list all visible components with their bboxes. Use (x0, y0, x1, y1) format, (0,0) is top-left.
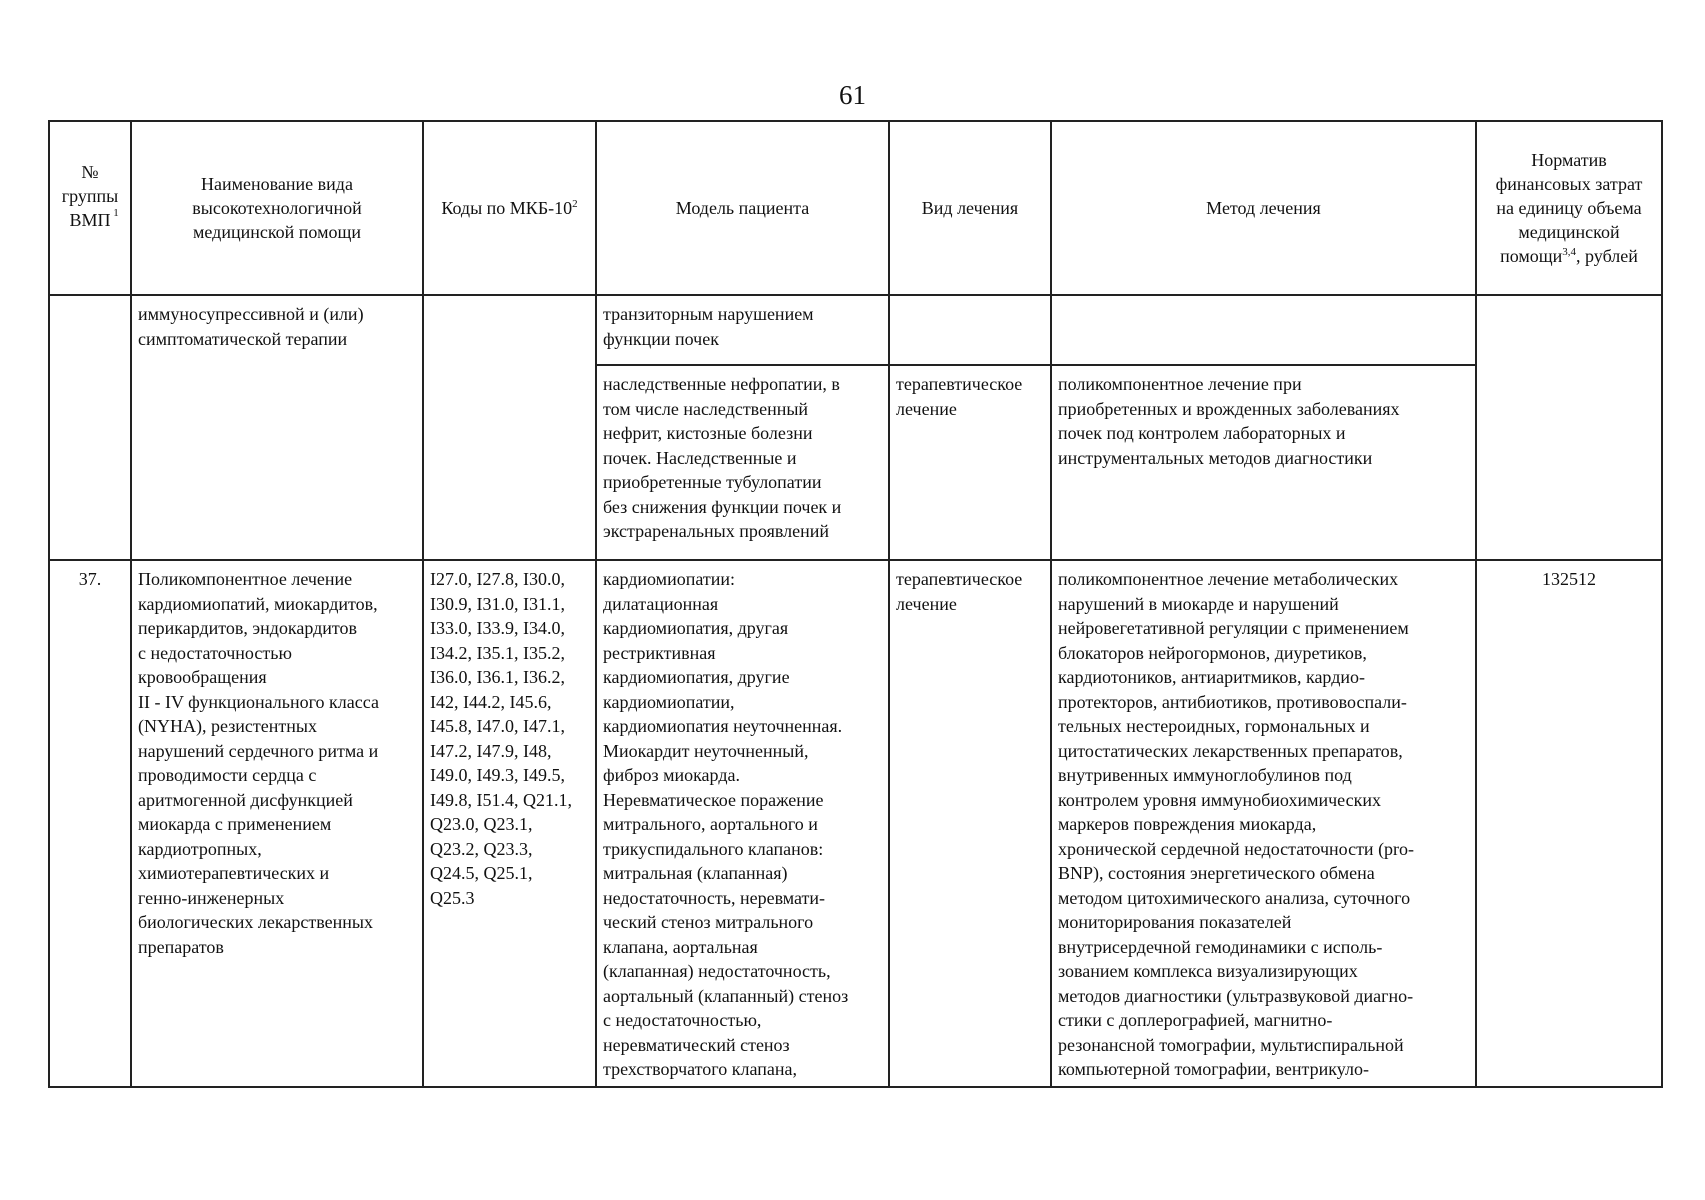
text-line: II - IV функционального класса (138, 691, 379, 712)
text-line: дилатационная (603, 593, 719, 614)
header-treatment-type: Вид лечения (889, 121, 1051, 295)
text-line: кардиомиопатия, другая (603, 618, 789, 638)
row3-name (131, 560, 423, 1087)
row2-method (1051, 365, 1476, 560)
header-codes-footnote: 2 (572, 198, 578, 210)
header-norm (1476, 121, 1662, 295)
row3-norm: 132512 (1476, 560, 1662, 1087)
text-line: группы (61, 186, 119, 206)
text-line: лечение (896, 593, 957, 614)
row2-type (889, 365, 1051, 560)
text-line: I49.8, I51.4, Q21.1, (430, 789, 572, 810)
text-line: кардиомиопатия, другие (603, 667, 790, 687)
text-line: медицинской помощи (193, 222, 361, 242)
row3-codes (423, 560, 596, 1087)
header-group-no-lines (54, 160, 126, 232)
text-line: нарушений сердечного ритма и (138, 740, 379, 761)
text-line: маркеров повреждения миокарда, (1058, 814, 1317, 834)
row2-model (596, 365, 889, 560)
text-line: перикардитов, эндокардитов (138, 618, 358, 638)
header-group-no (49, 121, 131, 295)
text-line: мониторирования показателей (1058, 912, 1292, 932)
text-line: трикуспидального клапанов: (603, 838, 824, 859)
text-line: (клапанная) недостаточность, (603, 961, 831, 981)
text-line: ческий стеноз митрального (603, 912, 814, 932)
header-norm-footnote: 3,4 (1562, 246, 1577, 258)
row1-group-no (49, 295, 131, 560)
text-line: недостаточность, неревмати- (603, 887, 826, 908)
row2-model-lines (603, 372, 882, 544)
header-patient-model: Модель пациента (596, 121, 889, 295)
page-number: 61 (839, 80, 866, 110)
row3-model (596, 560, 889, 1087)
text-line: миокарда с применением (138, 814, 332, 834)
text-line: Неревматическое поражение (603, 789, 824, 810)
row1-model (596, 295, 889, 365)
text-line: том числе наследственный (603, 398, 809, 419)
row3-type-lines (896, 567, 1044, 616)
text-line: клапана, аортальная (603, 936, 758, 957)
row1-type (889, 295, 1051, 365)
text-line: Поликомпонентное лечение (138, 569, 353, 589)
text-line: BNP), состояния энергетического обмена (1058, 863, 1375, 883)
header-name (131, 121, 423, 295)
row1-norm (1476, 295, 1662, 560)
row3-model-lines (603, 567, 882, 1082)
text-line: почек под контролем лабораторных и (1058, 423, 1346, 443)
text-line: высокотехнологичной (192, 198, 362, 218)
text-line: проводимости сердца с (138, 765, 317, 785)
header-norm-lines (1481, 148, 1657, 244)
text-line: аортальный (клапанный) стеноз (603, 985, 849, 1006)
text-line: аритмогенной дисфункцией (138, 789, 353, 810)
text-line: на единицу объема (1496, 198, 1642, 218)
text-line: I42, I44.2, I45.6, (430, 691, 552, 712)
text-line: митральная (клапанная) (603, 863, 788, 883)
text-line: кардиомиопатии, (603, 691, 735, 712)
text-line: почек. Наследственные и (603, 447, 797, 468)
row2-method-lines (1058, 372, 1469, 470)
row3-codes-lines (430, 567, 589, 910)
text-line: медицинской (1518, 222, 1620, 242)
text-line: наследственные нефропатии, в (603, 374, 840, 394)
text-line: компьютерной томографии, вентрикуло- (1058, 1059, 1369, 1079)
text-line: транзиторным нарушением (603, 304, 814, 324)
text-line: поликомпонентное лечение метаболических (1058, 569, 1399, 589)
text-line: кардиомиопатии: (603, 569, 735, 589)
row3-name-lines (138, 567, 416, 959)
text-line: ВМП (69, 210, 111, 230)
text-line: I36.0, I36.1, I36.2, (430, 667, 565, 687)
text-line: I34.2, I35.1, I35.2, (430, 642, 565, 663)
text-line: контролем уровня иммунобиохимических (1058, 789, 1381, 810)
header-treatment-method: Метод лечения (1051, 121, 1476, 295)
text-line: генно-инженерных (138, 887, 285, 908)
text-line: хронической сердечной недостаточности (pro- (1058, 838, 1415, 859)
text-line: финансовых затрат (1495, 174, 1643, 194)
text-line: инструментальных методов диагностики (1058, 447, 1373, 468)
text-line: рестриктивная (603, 642, 716, 663)
text-line: без снижения функции почек и (603, 496, 842, 517)
text-line: симптоматической терапии (138, 328, 348, 349)
table-row (49, 295, 1662, 365)
text-line: нарушений в миокарде и нарушений (1058, 593, 1339, 614)
text-line: (NYHA), резистентных (138, 716, 318, 736)
row1-name (131, 295, 423, 560)
text-line: экстраренальных проявлений (603, 521, 829, 541)
text-line: нейровегетативной регуляции с применением (1058, 618, 1409, 638)
vmp-table (48, 120, 1663, 1088)
text-line: с недостаточностью (138, 642, 292, 663)
text-line: Наименование вида (201, 174, 353, 194)
header-codes (423, 121, 596, 295)
text-line: с недостаточностью, (603, 1010, 762, 1030)
header-norm-last-line (1500, 246, 1638, 266)
text-line: химиотерапевтических и (138, 863, 330, 883)
text-line: тельных нестероидных, гормональных и (1058, 716, 1370, 736)
text-line: кардиомиопатия неуточненная. (603, 716, 843, 736)
text-line: кардиотоников, антиаритмиков, кардио- (1058, 667, 1365, 687)
row3-group-no: 37. (49, 560, 131, 1087)
text-line: цитостатических лекарственных препаратов, (1058, 740, 1403, 761)
text-line: I27.0, I27.8, I30.0, (430, 569, 565, 589)
header-row (49, 121, 1662, 295)
text-line: I49.0, I49.3, I49.5, (430, 765, 565, 785)
text-line: терапевтическое (896, 569, 1023, 589)
text-line: лечение (896, 398, 957, 419)
row2-type-lines (896, 372, 1044, 421)
header-norm-last: помощи (1500, 246, 1563, 266)
text-line: иммуносупрессивной и (или) (138, 304, 364, 324)
text-line: препаратов (138, 936, 224, 957)
row3-type (889, 560, 1051, 1087)
text-line: резонансной томографии, мультиспиральной (1058, 1034, 1404, 1055)
text-line: неревматический стеноз (603, 1034, 790, 1055)
text-line: терапевтическое (896, 374, 1023, 394)
row3-method-lines (1058, 567, 1469, 1082)
header-name-lines (136, 172, 418, 244)
text-line: Миокардит неуточненный, (603, 740, 809, 761)
text-line: I30.9, I31.0, I31.1, (430, 593, 565, 614)
text-line: кровообращения (138, 667, 267, 687)
text-line: протекторов, антибиотиков, противовоспали- (1058, 691, 1407, 712)
text-line: методов диагностики (ультразвуковой диагно- (1058, 985, 1414, 1006)
text-line: методом цитохимического анализа, суточного (1058, 887, 1411, 908)
table-row (49, 560, 1662, 1087)
text-line: I47.2, I47.9, I48, (430, 740, 552, 761)
text-line: биологических лекарственных (138, 912, 373, 932)
text-line: кардиотропных, (138, 838, 262, 859)
header-codes-label: Коды по МКБ-10 (441, 198, 573, 218)
text-line: Q25.3 (430, 887, 475, 908)
header-group-no-footnote: 1 (113, 207, 119, 219)
text-line: нефрит, кистозные болезни (603, 423, 813, 443)
text-line: трехстворчатого клапана, (603, 1059, 797, 1079)
text-line: I33.0, I33.9, I34.0, (430, 618, 565, 638)
text-line: Q23.2, Q23.3, (430, 838, 533, 859)
text-line: стики с доплерографией, магнитно- (1058, 1010, 1333, 1030)
text-line: блокаторов нейрогормонов, диуретиков, (1058, 642, 1367, 663)
header-norm-suffix: , рублей (1576, 246, 1638, 266)
text-line: митрального, аортального и (603, 814, 818, 834)
row1-model-lines (603, 302, 882, 351)
text-line: внутривенных иммуноглобулинов под (1058, 765, 1352, 785)
text-line: Норматив (1531, 150, 1607, 170)
row1-codes (423, 295, 596, 560)
text-line: I45.8, I47.0, I47.1, (430, 716, 565, 736)
text-line: поликомпонентное лечение при (1058, 374, 1302, 394)
text-line: Q23.0, Q23.1, (430, 814, 533, 834)
text-line: функции почек (603, 328, 719, 349)
row3-method (1051, 560, 1476, 1087)
text-line: внутрисердечной гемодинамики с исполь- (1058, 936, 1383, 957)
text-line: № (81, 162, 99, 182)
text-line: кардиомиопатий, миокардитов, (138, 593, 378, 614)
text-line: Q24.5, Q25.1, (430, 863, 533, 883)
row1-name-lines (138, 302, 416, 351)
text-line: зованием комплекса визуализирующих (1058, 961, 1358, 981)
text-line: фиброз миокарда. (603, 765, 740, 785)
row1-method (1051, 295, 1476, 365)
text-line: приобретенные тубулопатии (603, 472, 822, 492)
text-line: приобретенных и врожденных заболеваниях (1058, 398, 1400, 419)
